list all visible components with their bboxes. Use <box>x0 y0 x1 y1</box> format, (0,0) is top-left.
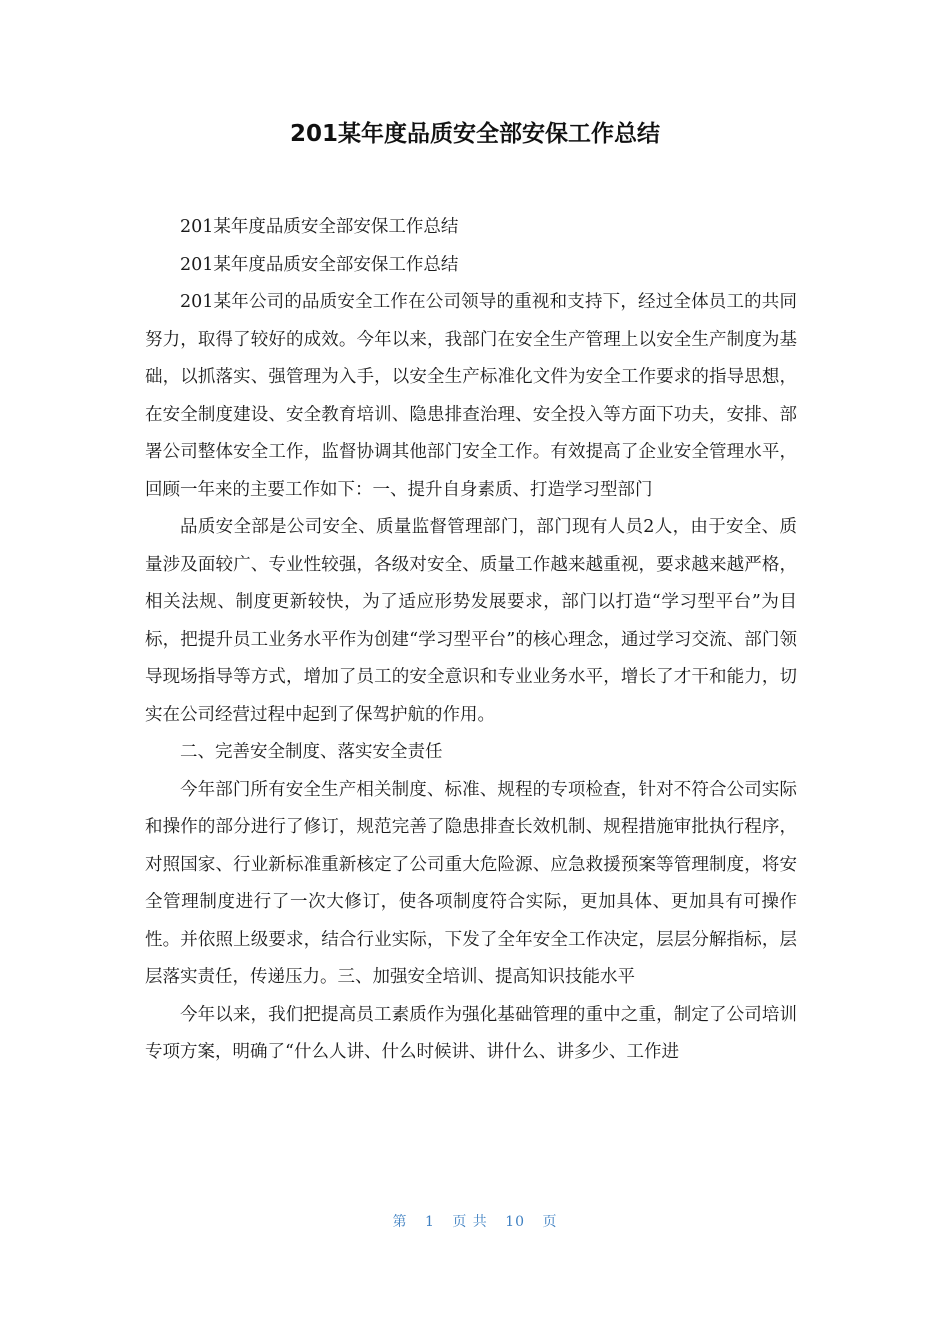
paragraph-intro: 201某年公司的品质安全工作在公司领导的重视和支持下，经过全体员工的共同努力，取得了较好的成效。今年以来，我部门在安全生产管理上以安全生产制度为基础，以抓落实、强管理为入手，以安全生产标准化文件为安全工作要求的指导思想，在安全制度建设、安全教育培训、隐患排查治理、安全投入等方面下功夫，安排、部署公司整体安全工作，监督协调其他部门安全工作。有效提高了企业安全管理水平，回顾一年来的主要工作如下：一、提升自身素质、打造学习型部门 <box>145 292 797 500</box>
paragraph-section-2: 今年部门所有安全生产相关制度、标准、规程的专项检查，针对不符合公司实际和操作的部分进行了修订，规范完善了隐患排查长效机制、规程措施审批执行程序，对照国家、行业新标准重新核定了公司重大危险源、应急救援预案等管理制度，将安全管理制度进行了一次大修订，使各项制度符合实际，更加具体、更加具有可操作性。并依照上级要求，结合行业实际，下发了全年安全工作决定，层层分解指标，层层落实责任，传递压力。三、加强安全培训、提高知识技能水平 <box>145 779 797 987</box>
footer-current-page: 1 <box>424 1214 435 1230</box>
footer-prefix: 第 <box>392 1214 408 1230</box>
document-body <box>145 209 797 1072</box>
paragraph-section-3: 今年以来，我们把提高员工素质作为强化基础管理的重中之重，制定了公司培训专项方案，明确了“什么人讲、什么时候讲、讲什么、讲多少、工作进 <box>145 1004 797 1062</box>
page-number-footer <box>0 1210 950 1234</box>
paragraph-section-1: 品质安全部是公司安全、质量监督管理部门，部门现有人员2人，由于安全、质量涉及面较广、专业性较强，各级对安全、质量工作越来越重视，要求越来越严格，相关法规、制度更新较快，为了适应形势发展要求，部门以打造“学习型平台”为目标，把提升员工业务水平作为创建“学习型平台”的核心理念，通过学习交流、部门领导现场指导等方式，增加了员工的安全意识和专业业务水平，增长了才干和能力，切实在公司经营过程中起到了保驾护航的作用。 <box>145 517 797 725</box>
footer-total-pages: 10 <box>505 1214 526 1230</box>
paragraph-subtitle-2: 201某年度品质安全部安保工作总结 <box>180 254 459 275</box>
paragraph-subtitle-1: 201某年度品质安全部安保工作总结 <box>180 217 459 237</box>
footer-middle: 页 共 <box>452 1214 488 1230</box>
section-heading-2: 二、完善安全制度、落实安全责任 <box>180 742 443 762</box>
footer-suffix: 页 <box>542 1214 558 1230</box>
document-title: 201某年度品质安全部安保工作总结 <box>289 121 660 147</box>
